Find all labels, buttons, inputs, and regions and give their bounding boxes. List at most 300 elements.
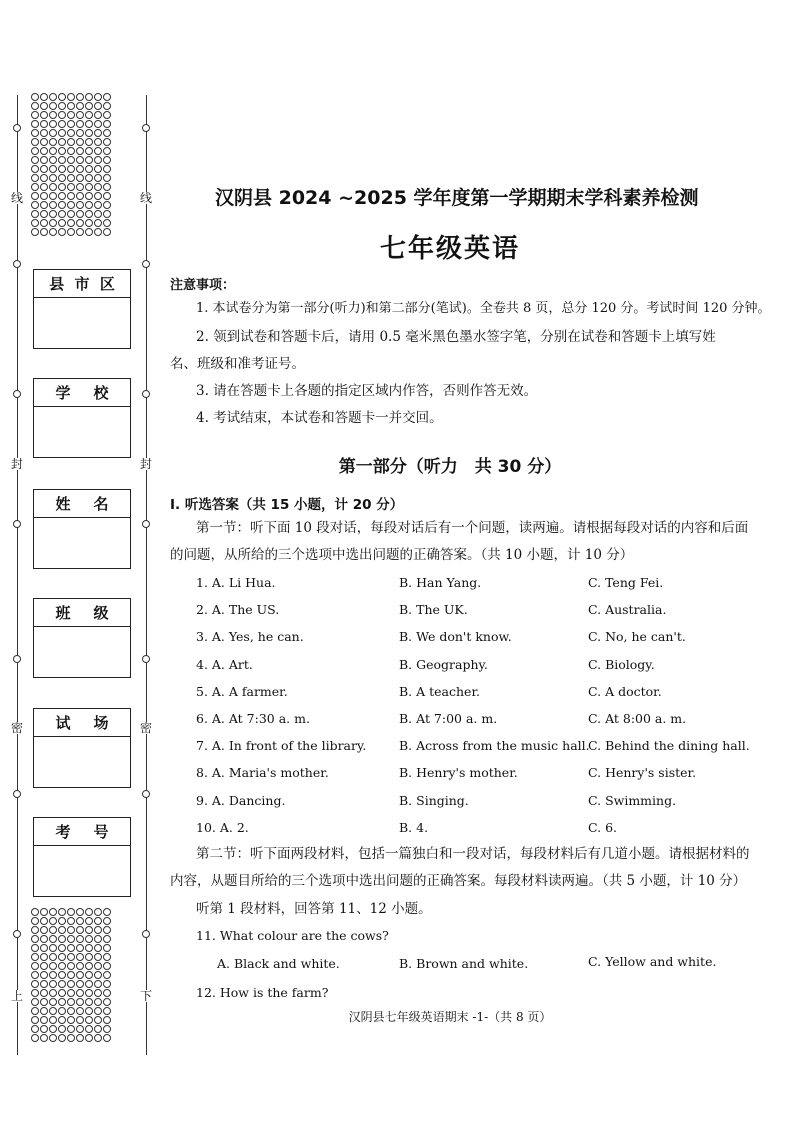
margin-char-xian: 线 [11,191,24,205]
bubble-dot [85,917,93,925]
cut-circle [142,390,150,398]
bubble-dot [49,1025,57,1033]
bubble-dot [58,917,66,925]
bubble-dot [40,120,48,128]
bubble-dot [94,192,102,200]
bubble-dot [58,944,66,952]
bubble-dot [85,120,93,128]
bubble-dot [76,165,84,173]
bubble-dot [94,228,102,236]
bubble-dot [76,953,84,961]
right-cut-line [146,95,147,1055]
bubble-dot [49,953,57,961]
bubble-dot [76,935,84,943]
bubble-dot [58,1007,66,1015]
question-1-option-b: B. Han Yang. [399,575,482,590]
bubble-dot [103,210,111,218]
bubble-dot [76,998,84,1006]
bubble-dot [31,201,39,209]
bubble-dot [85,962,93,970]
bubble-dot [94,201,102,209]
question-9-option-b: B. Singing. [399,792,469,808]
bubble-dot [85,192,93,200]
bubble-dot [40,971,48,979]
bubble-dot [67,971,75,979]
top-dot-grid [31,93,112,237]
bubble-dot [94,1016,102,1024]
bubble-dot [67,192,75,200]
bubble-dot [31,93,39,101]
county-label: 县 市 区 [34,270,130,298]
exam-room-field[interactable] [33,708,131,788]
question-2-option-b: B. The UK. [399,602,468,618]
section-title: Ⅰ. 听选答案（共 15 小题，计 20 分） [170,497,404,513]
bubble-dot [58,138,66,146]
bubble-dot [31,174,39,182]
bubble-dot [94,174,102,182]
question-9-option-a: 9. A. Dancing. [196,792,286,808]
bubble-dot [67,1025,75,1033]
cut-circle [142,520,150,528]
question-7-option-b: B. Across from the music hall. [399,738,590,754]
bubble-dot [58,147,66,155]
bubble-dot [85,998,93,1006]
bubble-dot [103,953,111,961]
bubble-dot [85,908,93,916]
bubble-dot [49,183,57,191]
bubble-dot [76,192,84,200]
bubble-dot [49,156,57,164]
bubble-dot [58,120,66,128]
cut-circle [13,390,21,398]
question-8-option-c: C. Henry's sister. [588,765,697,781]
bubble-dot [40,219,48,227]
bubble-dot [49,1007,57,1015]
bubble-dot [76,908,84,916]
question-3-option-b: B. We don't know. [399,629,512,645]
bubble-dot [103,935,111,943]
bubble-dot [40,156,48,164]
bubble-dot [49,1016,57,1024]
bubble-dot [103,156,111,164]
bubble-dot [31,147,39,155]
bubble-dot [67,120,75,128]
cut-circle [13,520,21,528]
exam-room-label: 试 场 [34,709,130,737]
bubble-dot [31,962,39,970]
bubble-dot [67,174,75,182]
bubble-dot [40,926,48,934]
bubble-dot [49,201,57,209]
bubble-dot [103,1016,111,1024]
bubble-dot [31,1016,39,1024]
bubble-dot [31,228,39,236]
bubble-dot [31,1034,39,1042]
bubble-dot [94,917,102,925]
bubble-dot [85,228,93,236]
bubble-dot [94,998,102,1006]
bubble-dot [94,210,102,218]
bubble-dot [49,228,57,236]
bubble-dot [40,1025,48,1033]
bubble-dot [49,998,57,1006]
exam-title: 汉阴县 2024 ~2025 学年度第一学期期末学科素养检测 [215,187,699,209]
bubble-dot [94,120,102,128]
bubble-dot [49,93,57,101]
bubble-dot [103,174,111,182]
bubble-dot [49,1034,57,1042]
bubble-dot [67,111,75,119]
question-11: 11. What colour are the cows? [196,928,389,943]
bubble-dot [58,183,66,191]
bubble-dot [103,219,111,227]
bubble-dot [49,165,57,173]
bubble-dot [31,138,39,146]
note-item: 2. 领到试卷和答题卡后，请用 0.5 毫米黑色墨水签字笔，分别在试卷和答题卡上填写姓 [196,329,716,345]
bubble-dot [67,998,75,1006]
bubble-dot [76,917,84,925]
bubble-dot [76,156,84,164]
bubble-dot [31,917,39,925]
cut-circle [142,260,150,268]
cut-circle [13,260,21,268]
bubble-dot [85,971,93,979]
bubble-dot [85,183,93,191]
bubble-dot [40,989,48,997]
bubble-dot [58,971,66,979]
question-10-option-c: C. 6. [588,819,617,835]
bubble-dot [94,147,102,155]
bubble-dot [76,228,84,236]
bubble-dot [94,129,102,137]
question-6-option-b: B. At 7:00 a. m. [399,711,498,726]
note-item: 名、班级和准考证号。 [170,356,305,372]
bubble-dot [94,183,102,191]
question-2-option-a: 2. A. The US. [196,602,280,618]
bubble-dot [94,1034,102,1042]
bubble-dot [85,102,93,110]
bubble-dot [76,944,84,952]
bubble-dot [94,1025,102,1033]
note-item: 4. 考试结束，本试卷和答题卡一并交回。 [196,410,443,426]
bubble-dot [94,165,102,173]
question-6-option-c: C. At 8:00 a. m. [588,711,687,726]
bubble-dot [67,93,75,101]
cut-circle [142,930,150,938]
bubble-dot [49,962,57,970]
bubble-dot [94,93,102,101]
bubble-dot [40,935,48,943]
bubble-dot [67,228,75,236]
question-3-option-c: C. No, he can't. [588,629,686,645]
bubble-dot [94,980,102,988]
bubble-dot [67,935,75,943]
bubble-dot [76,183,84,191]
section2-intro: 第二节：听下面两段材料，包括一篇独白和一段对话，每段材料后有几道小题。请根据材料的 [196,846,750,862]
bubble-dot [67,201,75,209]
question-4-option-b: B. Geography. [399,656,488,672]
bubble-dot [40,210,48,218]
bubble-dot [67,926,75,934]
bubble-dot [76,1007,84,1015]
note-item: 1. 本试卷分为第一部分(听力)和第二部分(笔试)。全卷共 8 页，总分 120 分。考试时间 120 分钟。 [196,301,771,316]
bubble-dot [85,980,93,988]
bubble-dot [49,138,57,146]
question-5-option-c: C. A doctor. [588,683,662,699]
bubble-dot [76,980,84,988]
bubble-dot [49,120,57,128]
bubble-dot [76,210,84,218]
bubble-dot [85,147,93,155]
bubble-dot [40,102,48,110]
bubble-dot [85,138,93,146]
bubble-dot [103,129,111,137]
bubble-dot [40,1034,48,1042]
bubble-dot [40,183,48,191]
bubble-dot [103,1034,111,1042]
bubble-dot [76,971,84,979]
bubble-dot [76,201,84,209]
section1-intro: 第一节：听下面 10 段对话，每段对话后有一个问题，读两遍。请根据每段对话的内容和后面 [196,520,749,536]
question-4-option-a: 4. A. Art. [196,656,253,672]
bubble-dot [31,129,39,137]
bubble-dot [103,998,111,1006]
school-field[interactable] [33,378,131,458]
bubble-dot [85,210,93,218]
bubble-dot [85,1025,93,1033]
bubble-dot [94,926,102,934]
bubble-dot [31,971,39,979]
margin-char-feng: 封 [140,457,153,471]
bubble-dot [31,156,39,164]
bubble-dot [103,138,111,146]
bubble-dot [58,1025,66,1033]
cut-circle [13,930,21,938]
bubble-dot [94,944,102,952]
bubble-dot [40,174,48,182]
bubble-dot [40,165,48,173]
bubble-dot [94,908,102,916]
bubble-dot [40,962,48,970]
bubble-dot [67,980,75,988]
question-3-option-a: 3. A. Yes, he can. [196,629,304,645]
bubble-dot [67,138,75,146]
bubble-dot [94,1007,102,1015]
bubble-dot [67,908,75,916]
bubble-dot [67,953,75,961]
bubble-dot [67,944,75,952]
bubble-dot [58,908,66,916]
bubble-dot [76,120,84,128]
bubble-dot [67,917,75,925]
question-4-option-c: C. Biology. [588,656,655,672]
bubble-dot [94,962,102,970]
bubble-dot [85,944,93,952]
bubble-dot [58,926,66,934]
bubble-dot [94,971,102,979]
margin-char-mi: 密 [11,721,24,735]
bubble-dot [103,989,111,997]
bubble-dot [31,989,39,997]
class-field[interactable] [33,598,131,678]
bubble-dot [40,998,48,1006]
bubble-dot [76,93,84,101]
bubble-dot [103,120,111,128]
bubble-dot [58,111,66,119]
bubble-dot [76,111,84,119]
bubble-dot [67,156,75,164]
name-label: 姓 名 [34,490,130,518]
bubble-dot [76,102,84,110]
question-6-option-a: 6. A. At 7:30 a. m. [196,711,310,726]
bubble-dot [58,962,66,970]
county-field[interactable] [33,269,131,349]
bubble-dot [85,219,93,227]
question-12: 12. How is the farm? [196,985,329,1000]
bubble-dot [85,953,93,961]
bubble-dot [58,953,66,961]
bubble-dot [94,989,102,997]
bubble-dot [49,935,57,943]
bubble-dot [31,102,39,110]
page-footer: 汉阴县七年级英语期末 -1-（共 8 页） [348,1010,552,1024]
bubble-dot [85,1016,93,1024]
bubble-dot [49,174,57,182]
bubble-dot [58,93,66,101]
bubble-dot [103,917,111,925]
bubble-dot [58,129,66,137]
exam-number-field[interactable] [33,817,131,897]
bubble-dot [103,102,111,110]
bubble-dot [40,1007,48,1015]
bubble-dot [40,953,48,961]
bubble-dot [67,219,75,227]
bubble-dot [103,165,111,173]
notes-heading: 注意事项： [170,278,236,293]
bubble-dot [40,147,48,155]
bubble-dot [94,111,102,119]
bubble-dot [40,1016,48,1024]
part1-heading: 第一部分（听力 共 30 分） [338,457,562,477]
bubble-dot [85,1007,93,1015]
bubble-dot [94,219,102,227]
bubble-dot [49,111,57,119]
bubble-dot [76,1034,84,1042]
bubble-dot [76,989,84,997]
cut-circle [13,790,21,798]
bubble-dot [85,989,93,997]
cut-circle [13,124,21,132]
bubble-dot [103,908,111,916]
q11-option-a: A. Black and white. [217,956,340,971]
bubble-dot [58,165,66,173]
bubble-dot [31,183,39,191]
bubble-dot [94,935,102,943]
bottom-dot-grid [31,908,112,1043]
bubble-dot [40,917,48,925]
bubble-dot [31,210,39,218]
bubble-dot [49,192,57,200]
bubble-dot [40,944,48,952]
question-10-option-a: 10. A. 2. [196,819,249,835]
bubble-dot [103,926,111,934]
material-intro: 听第 1 段材料，回答第 11、12 小题。 [196,901,432,917]
school-label: 学 校 [34,379,130,407]
bubble-dot [31,165,39,173]
bubble-dot [94,138,102,146]
bubble-dot [58,228,66,236]
bubble-dot [94,102,102,110]
bubble-dot [31,935,39,943]
margin-char-mi: 密 [140,721,153,735]
bubble-dot [58,935,66,943]
bubble-dot [85,165,93,173]
bubble-dot [85,201,93,209]
bubble-dot [40,980,48,988]
bubble-dot [58,210,66,218]
bubble-dot [85,935,93,943]
bubble-dot [49,944,57,952]
question-9-option-c: C. Swimming. [588,792,677,808]
bubble-dot [31,219,39,227]
bubble-dot [103,111,111,119]
cut-circle [142,655,150,663]
bubble-dot [49,147,57,155]
bubble-dot [49,917,57,925]
cut-circle [13,655,21,663]
bubble-dot [67,129,75,137]
q11-option-c: C. Yellow and white. [588,954,717,969]
bubble-dot [40,138,48,146]
name-field[interactable] [33,489,131,569]
bubble-dot [94,156,102,164]
bubble-dot [76,147,84,155]
note-item: 3. 请在答题卡上各题的指定区域内作答，否则作答无效。 [196,383,538,399]
bubble-dot [31,120,39,128]
bubble-dot [58,174,66,182]
section1-intro: 的问题，从所给的三个选项中选出问题的正确答案。（共 10 小题，计 10 分） [170,547,634,563]
bubble-dot [103,201,111,209]
bubble-dot [58,980,66,988]
q11-option-b: B. Brown and white. [399,956,529,971]
cut-circle [142,124,150,132]
bubble-dot [58,1034,66,1042]
bubble-dot [58,156,66,164]
bubble-dot [67,1034,75,1042]
bubble-dot [49,102,57,110]
cut-circle [142,790,150,798]
bubble-dot [76,129,84,137]
question-1-option-c: C. Teng Fei. [588,575,664,590]
bubble-dot [67,165,75,173]
bubble-dot [49,971,57,979]
bubble-dot [31,953,39,961]
bubble-dot [103,192,111,200]
left-cut-line [17,95,18,1055]
bubble-dot [103,93,111,101]
question-7-option-a: 7. A. In front of the library. [196,738,367,754]
bubble-dot [40,129,48,137]
bubble-dot [76,1025,84,1033]
bubble-dot [31,998,39,1006]
bubble-dot [103,183,111,191]
bubble-dot [40,192,48,200]
bubble-dot [58,201,66,209]
bubble-dot [49,210,57,218]
bubble-dot [31,908,39,916]
bubble-dot [40,908,48,916]
bubble-dot [58,102,66,110]
